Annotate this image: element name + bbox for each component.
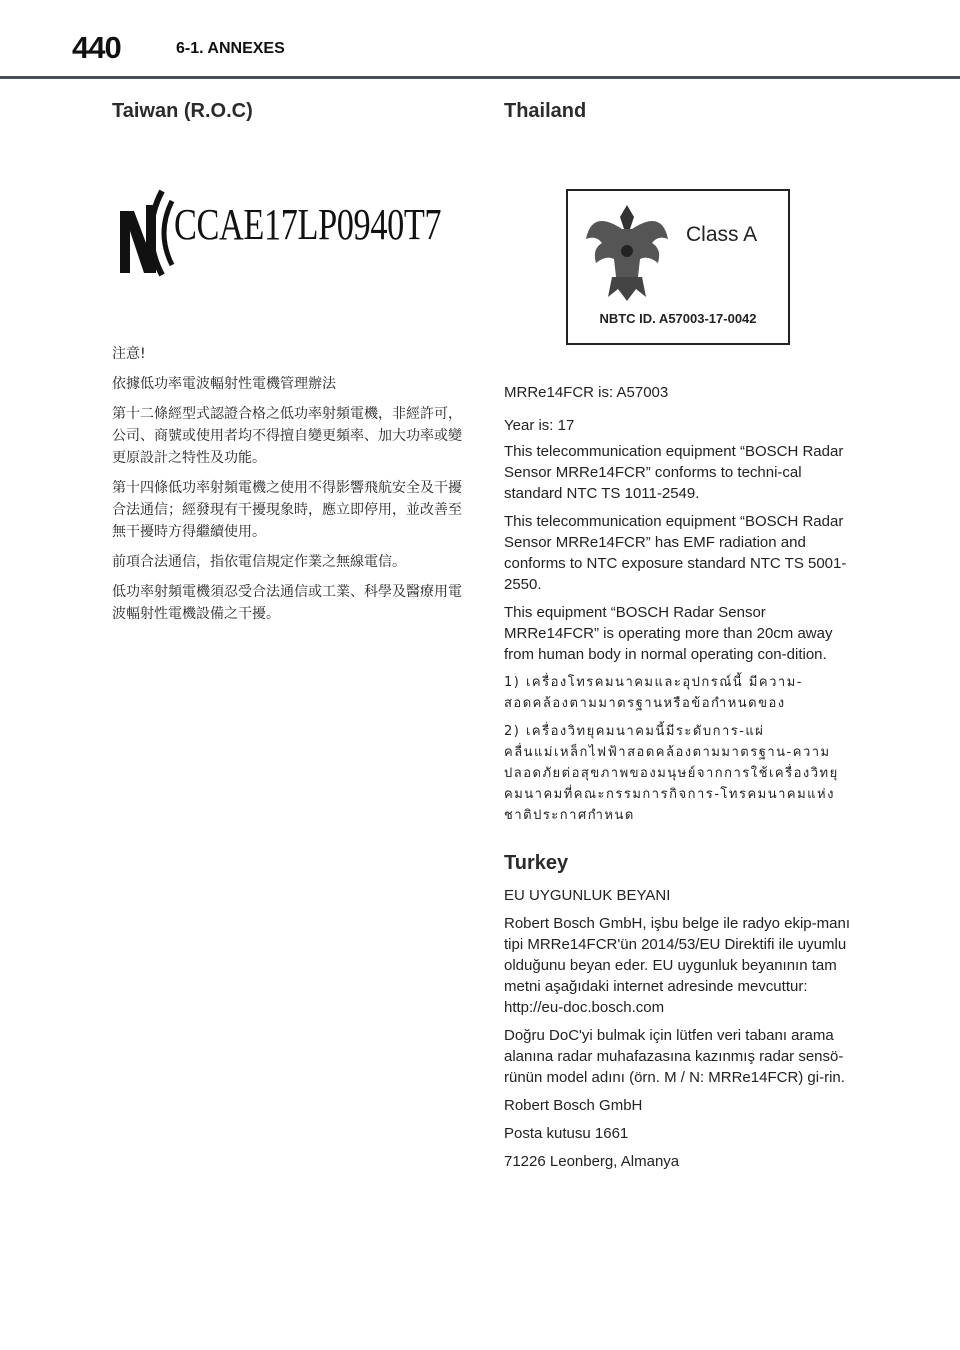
nbtc-id-label: NBTC ID. A57003-17-0042: [599, 311, 757, 326]
taiwan-paragraph: 前項合法通信，指依電信規定作業之無線電信。: [112, 554, 406, 570]
right-column: [504, 100, 854, 1179]
thailand-thai-paragraph: 1) เครื่องโทรคมนาคมและอุปกรณ์นี้ มีความ-สอดคล้องตามมาตรฐานหรือข้อกำหนดของ: [504, 675, 803, 711]
taiwan-paragraph: 注意!: [112, 346, 146, 362]
turkey-paragraph: Posta kutusu 1661: [504, 1125, 629, 1142]
thailand-paragraph: This telecommunication equipment “BOSCH Radar Sensor MRRe14FCR” conforms to techni-cal standard NTC TS 1011-2549.: [504, 443, 844, 502]
ncc-logo-text: CCAE17LP0940T7: [174, 200, 442, 249]
turkey-paragraph: 71226 Leonberg, Almanya: [504, 1153, 680, 1170]
header-divider: [0, 76, 960, 79]
taiwan-paragraph: 依據低功率電波輻射性電機管理辦法: [112, 376, 336, 392]
garuda-emblem-icon: [582, 199, 672, 305]
thailand-paragraph: Year is: 17: [504, 417, 575, 434]
thailand-thai-paragraph: 2) เครื่องวิทยุคมนาคมนี้มีระดับการ-แผ่คลื่นแม่เหล็กไฟฟ้าสอดคล้องตามมาตรฐาน-ความปลอดภัยต่อสุขภาพของมนุษย์จากการใช้เครื่องวิทยุคมนาคมที่คณะกรรมการกิจการ-โทรคมนาคมแห่งชาติประกาศกำหนด: [504, 724, 839, 823]
turkey-paragraph: Doğru DoC'yi bulmak için lütfen veri tabanı arama alanına radar muhafazasına kazınmış radar sensö-rünün model adını (örn. M / N: MRRe14FCR) gi-rin.: [504, 1027, 845, 1086]
page-header: [0, 0, 960, 80]
nbtc-badge: [566, 189, 790, 345]
left-column: [112, 100, 462, 633]
thailand-paragraph: MRRe14FCR is: A57003: [504, 384, 669, 401]
taiwan-paragraph: 低功率射頻電機須忍受合法通信或工業、科學及醫療用電波輻射性電機設備之干擾。: [112, 584, 462, 622]
turkey-paragraph: Robert Bosch GmbH: [504, 1097, 643, 1114]
taiwan-heading: Taiwan (R.O.C): [112, 100, 253, 122]
ncc-mark-icon: [112, 181, 182, 281]
turkey-paragraph: Robert Bosch GmbH, işbu belge ile radyo ekip-manı tipi MRRe14FCR'ün 2014/53/EU Direktifi ile uyumlu olduğunu beyan eder. EU uygunluk beyanının tam metni aşağıdaki internet adresinde mevcuttur: http://eu-doc.bosch.com: [504, 915, 850, 1016]
taiwan-paragraph: 第十二條經型式認證合格之低功率射頻電機，非經許可，公司、商號或使用者均不得擅自變更頻率、加大功率或變更原設計之特性及功能。: [112, 406, 462, 466]
page-number: 440: [72, 30, 121, 65]
ncc-logo: [112, 181, 462, 281]
taiwan-paragraph: 第十四條低功率射頻電機之使用不得影響飛航安全及干擾合法通信；經發現有干擾現象時，應立即停用，並改善至無干擾時方得繼續使用。: [112, 480, 462, 540]
thailand-heading: Thailand: [504, 100, 587, 122]
section-title: 6-1. ANNEXES: [176, 40, 285, 57]
nbtc-class-label: Class A: [686, 223, 758, 246]
turkey-heading: Turkey: [504, 852, 569, 874]
turkey-paragraph: EU UYGUNLUK BEYANI: [504, 887, 671, 904]
thailand-paragraph: This telecommunication equipment “BOSCH Radar Sensor MRRe14FCR” has EMF radiation and conforms to NTC exposure standard NTC TS 5001-2550.: [504, 513, 847, 593]
thailand-paragraph: This equipment “BOSCH Radar Sensor MRRe14FCR” is operating more than 20cm away from human body in normal operating con-dition.: [504, 604, 833, 663]
